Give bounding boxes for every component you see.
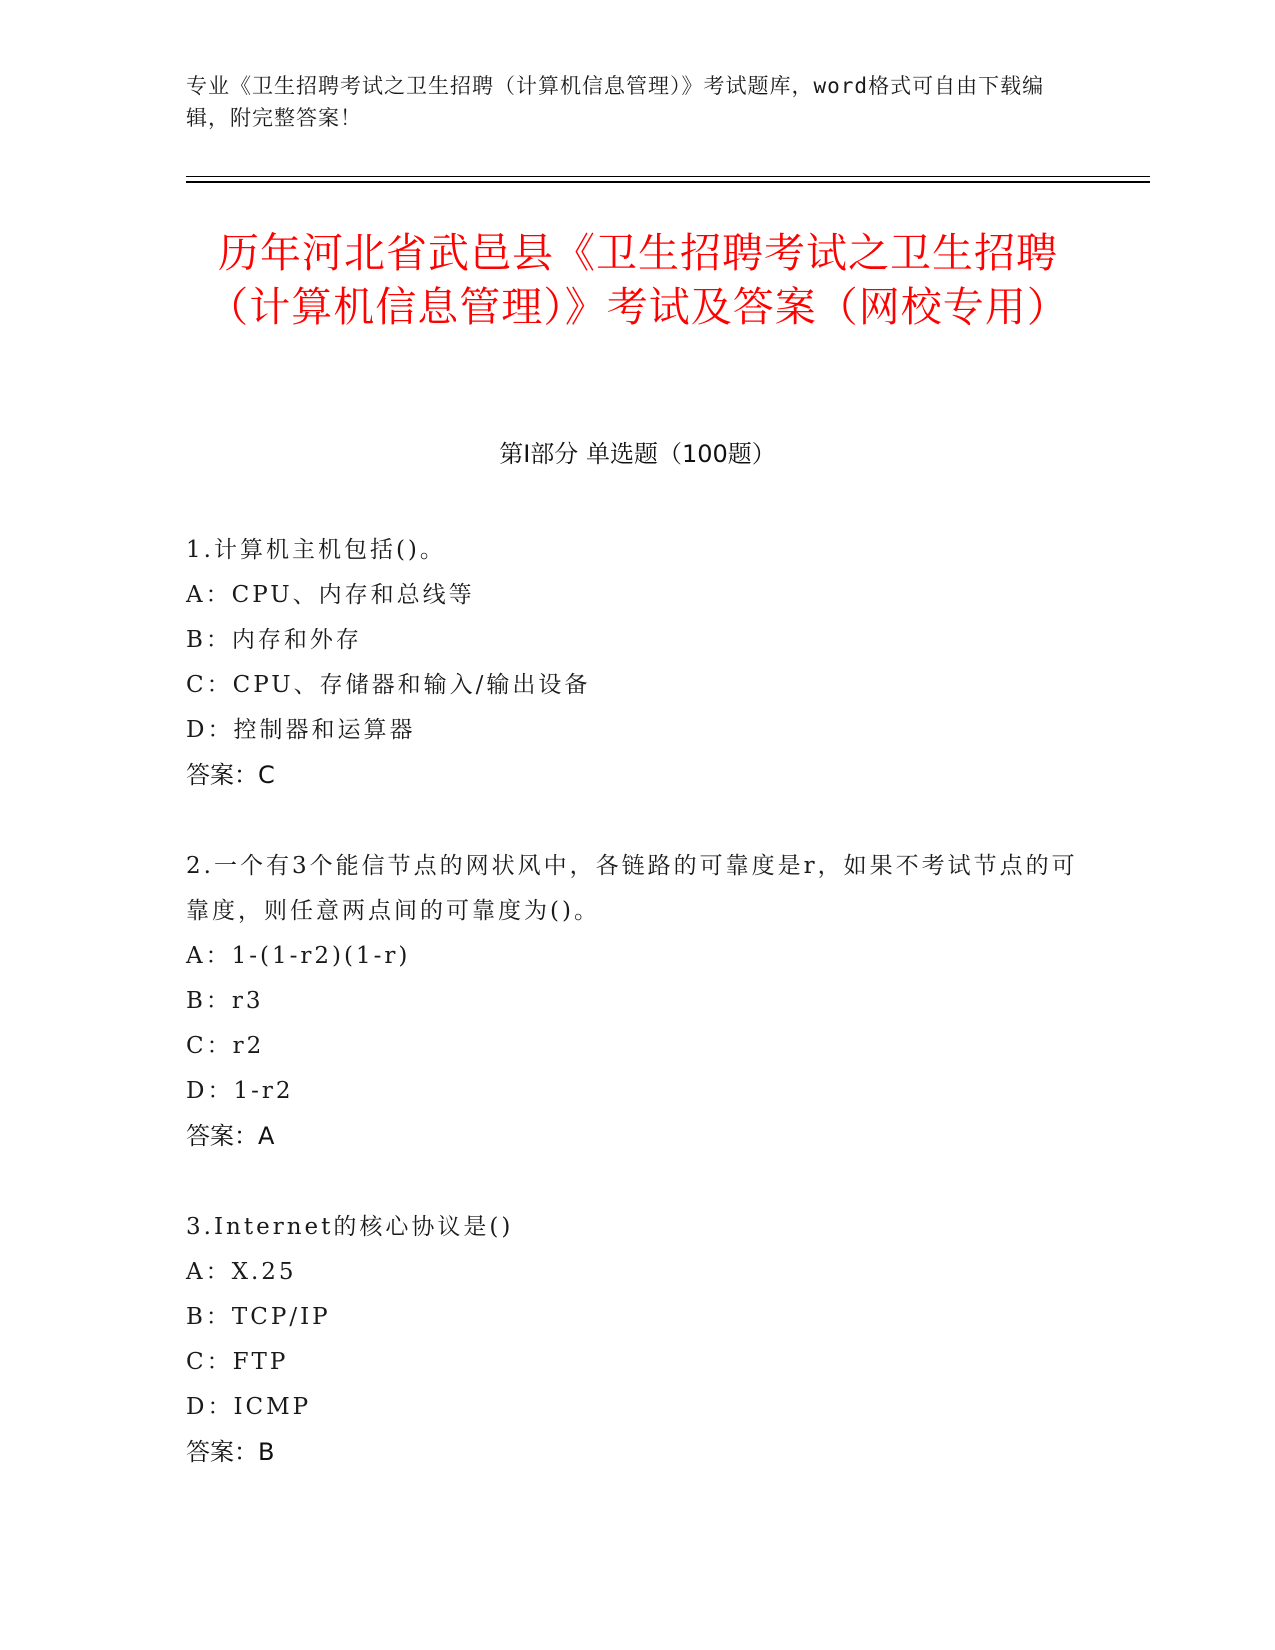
question-text: 3.Internet的核心协议是() bbox=[186, 1214, 514, 1240]
question-3 bbox=[186, 1205, 1086, 1475]
option-a: A：1-(1-r2)(1-r) bbox=[186, 943, 411, 969]
answer-label: 答案：C bbox=[186, 761, 275, 789]
question-text: 2.一个有3个能信节点的网状风中，各链路的可靠度是r，如果不考试节点的可靠度，则任意两点间的可靠度为()。 bbox=[186, 853, 1078, 924]
section-heading: 第I部分 单选题（100题） bbox=[499, 440, 776, 468]
option-c: C：FTP bbox=[186, 1349, 289, 1375]
option-c: C：r2 bbox=[186, 1033, 265, 1059]
option-d: D：ICMP bbox=[186, 1394, 312, 1420]
header-divider-thick bbox=[186, 181, 1150, 183]
option-a: A：CPU、内存和总线等 bbox=[186, 582, 475, 608]
option-b: B：TCP/IP bbox=[186, 1304, 331, 1330]
answer-label: 答案：B bbox=[186, 1438, 275, 1466]
header-divider-thin bbox=[186, 176, 1150, 177]
document-title: 历年河北省武邑县《卫生招聘考试之卫生招聘（计算机信息管理）》考试及答案（网校专用） bbox=[207, 229, 1069, 331]
answer-label: 答案：A bbox=[186, 1122, 275, 1150]
option-a: A：X.25 bbox=[186, 1259, 297, 1285]
option-d: D：1-r2 bbox=[186, 1078, 294, 1104]
question-1 bbox=[186, 528, 1086, 798]
question-text: 1.计算机主机包括()。 bbox=[186, 537, 446, 563]
question-list bbox=[186, 528, 1086, 1521]
option-d: D：控制器和运算器 bbox=[186, 717, 416, 743]
option-b: B：r3 bbox=[186, 988, 264, 1014]
question-2 bbox=[186, 844, 1086, 1159]
option-b: B：内存和外存 bbox=[186, 627, 362, 653]
header-note: 专业《卫生招聘考试之卫生招聘（计算机信息管理）》考试题库，word格式可自由下载编辑，附完整答案！ bbox=[186, 74, 1045, 130]
option-c: C：CPU、存储器和输入/输出设备 bbox=[186, 672, 591, 698]
